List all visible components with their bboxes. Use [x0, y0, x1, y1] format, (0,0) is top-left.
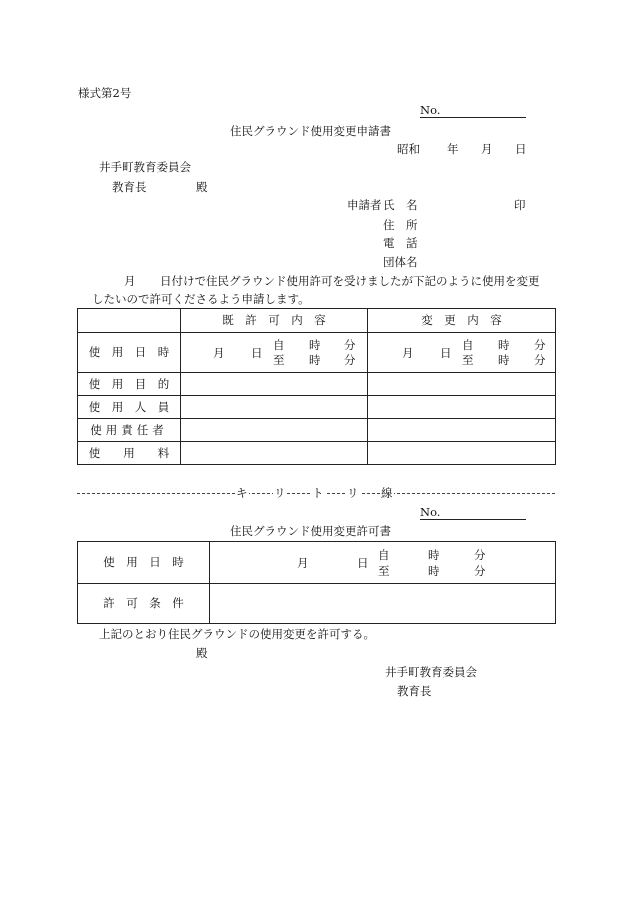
existing-headcount-cell[interactable]	[181, 396, 368, 419]
applicant-name-label: 氏 名	[383, 198, 418, 212]
col-existing: 既 許 可 内 容	[181, 309, 368, 333]
existing-purpose-cell[interactable]	[181, 373, 368, 396]
seal-mark: 印	[514, 198, 526, 212]
change-responsible-cell[interactable]	[368, 419, 556, 442]
existing-month: 月	[213, 345, 225, 360]
cut-char-2: リ	[274, 486, 286, 500]
permit-statement: 上記のとおり住民グラウンドの使用変更を許可する。	[99, 627, 375, 641]
form-number: 様式第2号	[78, 86, 132, 100]
existing-from-minute: 分	[344, 337, 356, 352]
permit-no	[420, 505, 526, 520]
change-from: 自	[462, 337, 474, 352]
change-from-hour: 時	[498, 337, 510, 352]
permit-to: 至	[378, 563, 390, 578]
row-label-fee: 使 用 料	[78, 442, 181, 465]
permit-from: 自	[378, 547, 390, 562]
permit-from-hour: 時	[428, 547, 440, 562]
cut-char-1: キ	[236, 486, 248, 500]
body-line2: したいので許可くださるよう申請します。	[92, 292, 310, 306]
change-to: 至	[462, 352, 474, 367]
body-line1: 日付けで住民グラウンド使用許可を受けましたが下記のように使用を変更	[160, 274, 540, 288]
permit-honorific: 殿	[196, 646, 208, 660]
date-year: 年	[447, 142, 459, 156]
existing-to: 至	[273, 352, 285, 367]
date-day: 日	[515, 142, 527, 156]
existing-from: 自	[273, 337, 285, 352]
permit-issuer-title: 教育長	[397, 684, 432, 698]
application-no	[420, 103, 526, 118]
row-label-responsible: 使用責任者	[78, 419, 181, 442]
col-change: 変 更 内 容	[368, 309, 556, 333]
existing-to-hour: 時	[309, 352, 321, 367]
date-month: 月	[481, 142, 493, 156]
cut-line	[77, 486, 555, 500]
row-label-datetime: 使 用 日 時	[78, 333, 181, 373]
permit-month: 月	[297, 555, 309, 570]
permit-conditions-cell[interactable]	[210, 584, 556, 624]
change-day: 日	[440, 345, 452, 360]
existing-from-hour: 時	[309, 337, 321, 352]
permit-to-minute: 分	[474, 563, 486, 578]
cut-char-5: 線	[381, 486, 393, 500]
row-label-headcount: 使 用 人 員	[78, 396, 181, 419]
addressee: 井手町教育委員会	[99, 160, 191, 174]
permit-day: 日	[357, 555, 369, 570]
existing-day: 日	[251, 345, 263, 360]
change-purpose-cell[interactable]	[368, 373, 556, 396]
addressee-honorific: 殿	[196, 180, 208, 194]
application-no-label: No.	[420, 103, 441, 117]
change-datetime-cell	[368, 333, 556, 373]
cut-char-4: リ	[347, 486, 359, 500]
change-month: 月	[402, 345, 414, 360]
permit-no-label: No.	[420, 505, 441, 519]
existing-to-minute: 分	[344, 352, 356, 367]
permit-to-hour: 時	[428, 563, 440, 578]
change-headcount-cell[interactable]	[368, 396, 556, 419]
addressee-title: 教育長	[112, 180, 147, 194]
change-to-hour: 時	[498, 352, 510, 367]
permit-from-minute: 分	[474, 547, 486, 562]
existing-responsible-cell[interactable]	[181, 419, 368, 442]
date-era: 昭和	[397, 142, 420, 156]
application-table	[77, 308, 556, 465]
body-month: 月	[124, 274, 136, 288]
existing-fee-cell[interactable]	[181, 442, 368, 465]
change-from-minute: 分	[534, 337, 546, 352]
existing-datetime-cell	[181, 333, 368, 373]
permit-datetime-cell	[210, 542, 556, 584]
applicant-group-label: 団体名	[383, 255, 418, 269]
applicant-address-label: 住 所	[383, 218, 418, 232]
permit-row-label-datetime: 使 用 日 時	[78, 542, 210, 584]
row-label-purpose: 使 用 目 的	[78, 373, 181, 396]
application-title: 住民グラウンド使用変更申請書	[230, 124, 391, 138]
permit-title: 住民グラウンド使用変更許可書	[230, 524, 391, 538]
change-fee-cell[interactable]	[368, 442, 556, 465]
applicant-prefix: 申請者	[347, 198, 382, 212]
applicant-phone-label: 電 話	[383, 236, 418, 250]
permit-issuer: 井手町教育委員会	[385, 665, 477, 679]
permit-table	[77, 541, 556, 624]
permit-row-label-conditions: 許 可 条 件	[78, 584, 210, 624]
table-corner	[78, 309, 181, 333]
change-to-minute: 分	[534, 352, 546, 367]
cut-char-3: ト	[312, 486, 324, 500]
